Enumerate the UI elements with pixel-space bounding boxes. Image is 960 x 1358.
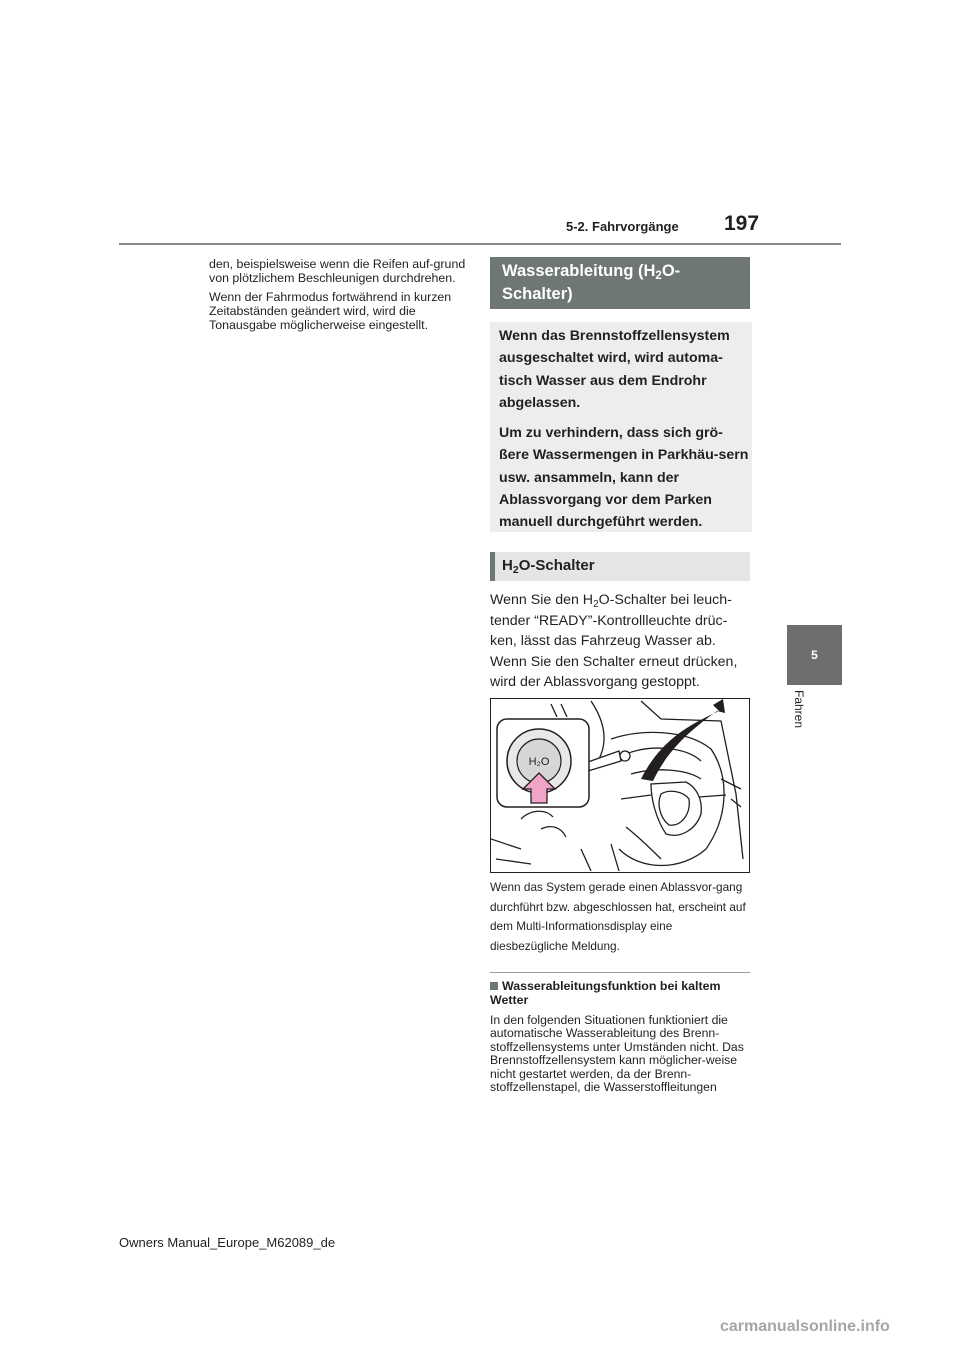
chapter-number: 5 bbox=[811, 648, 818, 662]
heading-subscript: 2 bbox=[655, 270, 662, 282]
callout-pointer bbox=[588, 751, 621, 771]
section-heading-box bbox=[490, 257, 750, 309]
note-heading-text: Wasserableitungsfunktion bei kaltem Wetter bbox=[490, 979, 721, 1007]
heading-text: Wasserableitung (H bbox=[502, 262, 656, 280]
note-divider bbox=[490, 972, 750, 973]
figure-caption: Wenn das System gerade einen Ablassvor-gang durchführt bzw. abgeschlossen hat, erscheint auf dem Multi-Informationsdisplay eine diesbezügliche Meldung. bbox=[490, 880, 746, 953]
dashboard-drawing bbox=[491, 699, 749, 872]
heading-text-rest: O-Schalter) bbox=[502, 262, 681, 303]
header-rule bbox=[119, 243, 841, 245]
footer: Owners Manual_Europe_M62089_de bbox=[119, 1235, 336, 1250]
body-subscript: 2 bbox=[593, 599, 599, 610]
left-paragraph: den, beispielsweise wenn die Reifen auf-grund von plötzlichem Beschleunigen durchdrehen. bbox=[209, 257, 466, 285]
h2o-switch-illustration bbox=[490, 698, 750, 873]
body-text-start: Wenn Sie den H bbox=[490, 592, 594, 608]
page-number: 197 bbox=[724, 212, 760, 235]
note-heading bbox=[490, 979, 750, 1007]
intro-paragraph: Wenn das Brennstoffzellensystem ausgeschaltet wird, wird automa-tisch Wasser aus dem Endrohr abgelassen. bbox=[499, 328, 730, 411]
sub-heading-rest: O-Schalter bbox=[518, 557, 595, 574]
sub-heading-subscript: 2 bbox=[512, 564, 519, 576]
left-column bbox=[209, 257, 469, 337]
left-paragraph: Wenn der Fahrmodus fortwährend in kurzen Zeitabständen geändert wird, wird die Tonausgabe möglicherweise eingestellt. bbox=[209, 290, 452, 332]
switch-location-dot bbox=[620, 751, 630, 761]
intro-box bbox=[490, 322, 752, 532]
sub-heading bbox=[490, 552, 750, 581]
watermark: carmanualsonline.info bbox=[720, 1318, 890, 1335]
sub-heading-text: H bbox=[502, 557, 513, 574]
section-title: 5-2. Fahrvorgänge bbox=[566, 219, 679, 234]
body-text-rest: O-Schalter bei leuch-tender “READY”-Kontrollleuchte drüc-ken, lässt das Fahrzeug Wasser ab. Wenn Sie den Schalter erneut drücken, wird der Ablassvorgang gestoppt. bbox=[490, 592, 738, 690]
note-text: In den folgenden Situationen funktioniert die automatische Wasserableitung des Brenn-stoffzellensystems unter Umständen nicht. Das Brennstoffzellensystem kann möglicher-weise nicht gestartet werden, da der Brenn-stoffzellenstapel, die Wasserstoffleitungen bbox=[490, 1013, 744, 1095]
h2o-switch-label: H₂O bbox=[528, 756, 550, 768]
intro-paragraph: Um zu verhindern, dass sich grö-ßere Wassermengen in Parkhäu-sern usw. ansammeln, kann der Ablassvorgang vor dem Parken manuell durchgeführt werden. bbox=[499, 425, 749, 531]
body-text bbox=[490, 590, 752, 693]
chapter-label: Fahren bbox=[792, 690, 806, 729]
arrow-indicator-icon bbox=[641, 699, 725, 781]
chapter-tab bbox=[787, 625, 842, 685]
bullet-square-icon bbox=[490, 982, 498, 990]
